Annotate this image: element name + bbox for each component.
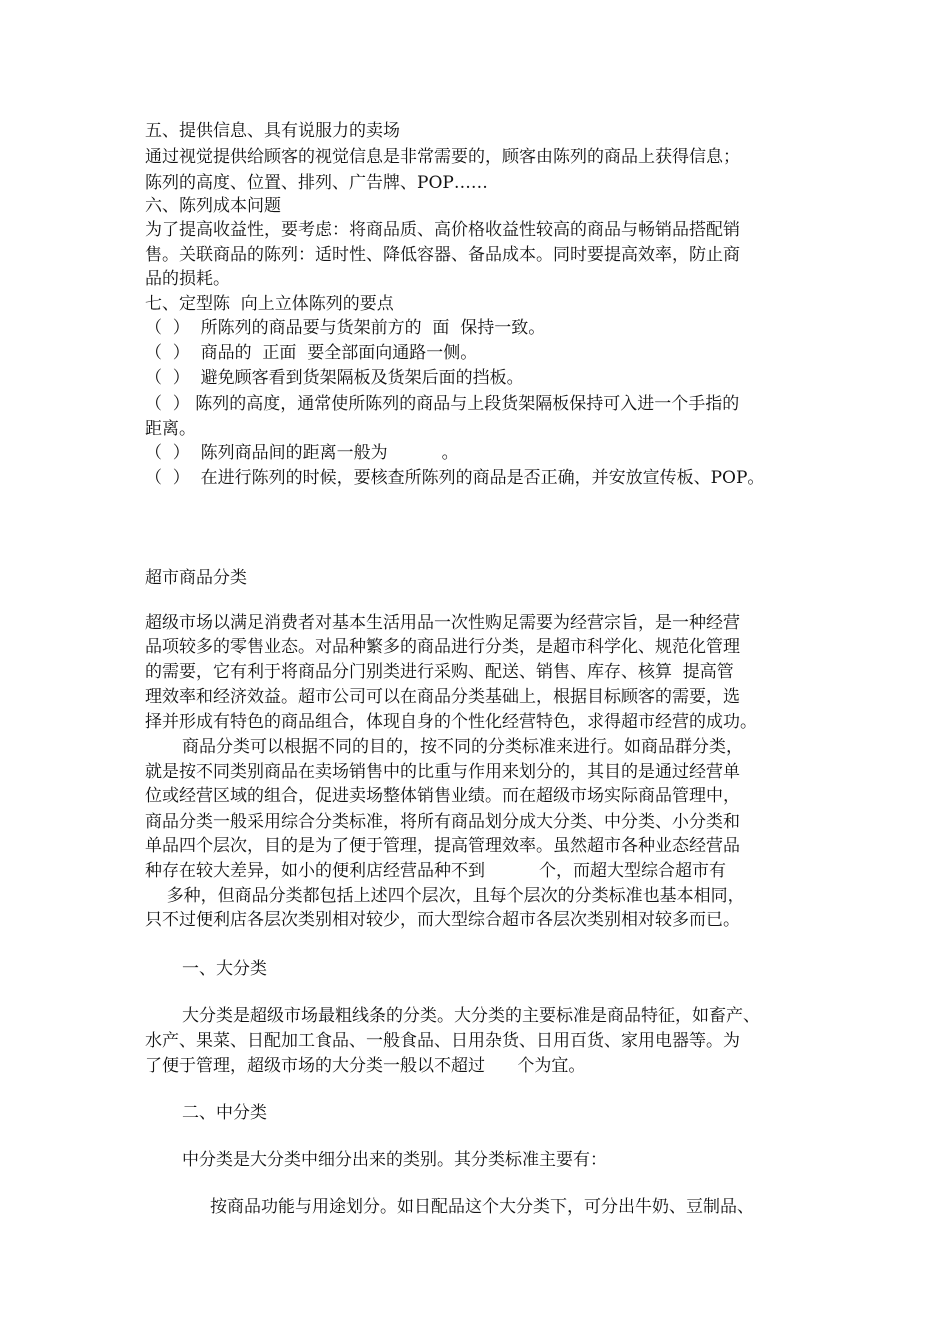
body-line: 商品分类可以根据不同的目的，按不同的分类标准来进行。如商品群分类，	[182, 737, 743, 757]
list-item: 距离。	[145, 419, 196, 439]
section-heading: 七、定型陈 向上立体陈列的要点	[145, 294, 394, 314]
body-line: 水产、果菜、日配加工食品、一般食品、日用杂货、日用百货、家用电器等。为	[145, 1031, 740, 1051]
body-line: 择并形成有特色的商品组合，体现自身的个性化经营特色，求得超市经营的成功。	[145, 712, 757, 732]
article-title: 超市商品分类	[145, 568, 247, 588]
subsection-heading: 一、大分类	[182, 959, 267, 979]
body-line: 商品分类一般采用综合分类标准，将所有商品划分成大分类、中分类、小分类和	[145, 812, 740, 832]
subsection-heading: 二、中分类	[182, 1103, 267, 1123]
body-line: 中分类是大分类中细分出来的类别。其分类标准主要有：	[182, 1150, 607, 1170]
body-line: 通过视觉提供给顾客的视觉信息是非常需要的，顾客由陈列的商品上获得信息；	[145, 147, 740, 167]
list-item: （ ） 商品的 正面 要全部面向通路一侧。	[145, 343, 478, 363]
body-line: 只不过便利店各层次类别相对较少，而大型综合超市各层次类别相对较多而已。	[145, 910, 740, 930]
body-line: 了便于管理，超级市场的大分类一般以不超过 个为宜。	[145, 1056, 586, 1076]
body-line: 种存在较大差异，如小的便利店经营品种不到 个，而超大型综合超市有	[145, 861, 727, 881]
list-item: （ ） 所陈列的商品要与货架前方的 面 保持一致。	[145, 318, 546, 338]
body-line: 大分类是超级市场最粗线条的分类。大分类的主要标准是商品特征，如畜产、	[182, 1006, 760, 1026]
section-heading: 六、陈列成本问题	[145, 196, 281, 216]
body-line: 单品四个层次，目的是为了便于管理，提高管理效率。虽然超市各种业态经营品	[145, 836, 740, 856]
body-line: 多种，但商品分类都包括上述四个层次，且每个层次的分类标准也基本相同，	[145, 886, 745, 906]
body-line: 就是按不同类别商品在卖场销售中的比重与作用来划分的，其目的是通过经营单	[145, 762, 740, 782]
body-line: 按商品功能与用途划分。如日配品这个大分类下，可分出牛奶、豆制品、	[210, 1197, 754, 1217]
list-item: （ ） 避免顾客看到货架隔板及货架后面的挡板。	[145, 368, 524, 388]
list-item: （ ） 陈列的高度，通常使所陈列的商品与上段货架隔板保持可入进一个手指的	[145, 394, 740, 414]
body-line: 的需要，它有利于将商品分门别类进行采购、配送、销售、库存、核算 提高管	[145, 662, 734, 682]
body-line: 位或经营区域的组合，促进卖场整体销售业绩。而在超级市场实际商品管理中，	[145, 786, 740, 806]
body-line: 售。关联商品的陈列：适时性、降低容器、备品成本。同时要提高效率，防止商	[145, 245, 740, 265]
section-heading: 五、提供信息、具有说服力的卖场	[145, 121, 400, 141]
list-item: （ ） 在进行陈列的时候，要核查所陈列的商品是否正确，并安放宣传板、POP。	[145, 468, 765, 488]
body-line: 理效率和经济效益。超市公司可以在商品分类基础上，根据目标顾客的需要，选	[145, 687, 740, 707]
body-line: 品项较多的零售业态。对品种繁多的商品进行分类，是超市科学化、规范化管理	[145, 637, 740, 657]
body-line: 陈列的高度、位置、排列、广告牌、POP……	[145, 173, 488, 193]
body-line: 品的损耗。	[145, 269, 230, 289]
body-line: 超级市场以满足消费者对基本生活用品一次性购足需要为经营宗旨，是一种经营	[145, 613, 740, 633]
body-line: 为了提高收益性，要考虑：将商品质、高价格收益性较高的商品与畅销品搭配销	[145, 220, 740, 240]
list-item: （ ） 陈列商品间的距离一般为 。	[145, 443, 459, 463]
